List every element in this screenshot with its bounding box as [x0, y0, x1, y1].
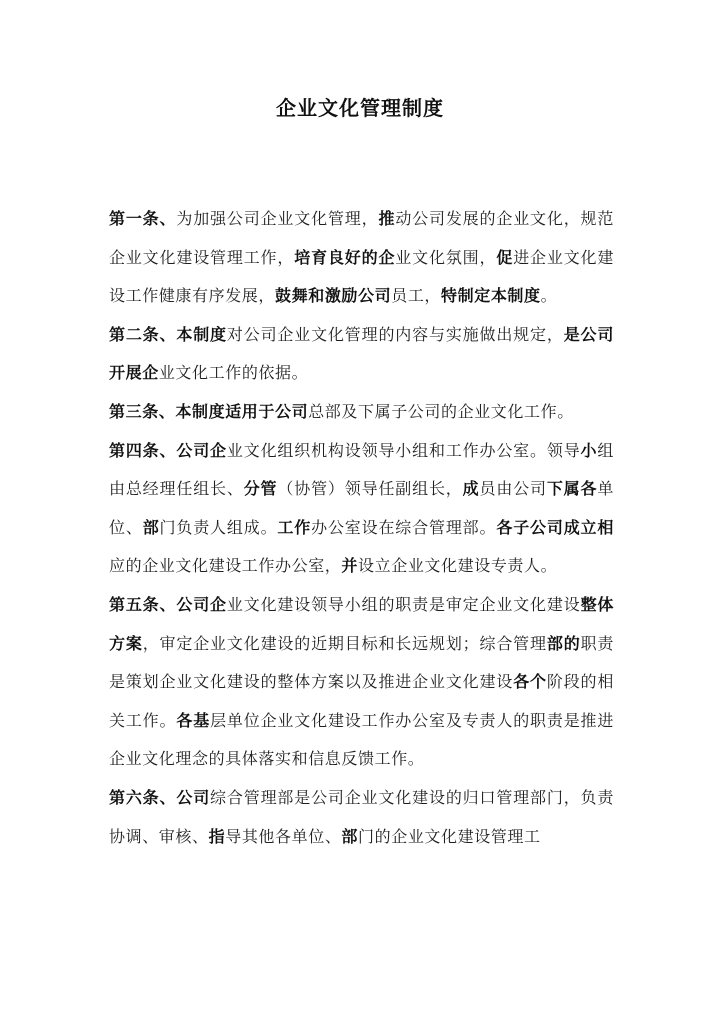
text-segment: 。: [540, 286, 558, 306]
bold-text-segment: 指: [208, 826, 226, 846]
text-segment: 阶段的相关工作。: [109, 672, 614, 730]
article-paragraph: [109, 586, 614, 779]
text-segment: 总部及下属子公司的企业文化工作。: [308, 401, 574, 421]
text-segment: 层单位企业文化建设工作办公室及专责人的职责是推进企业文化理念的具体落实和信息反馈工作。: [109, 710, 615, 769]
bold-text-segment: 并: [341, 556, 359, 576]
text-segment: 组由总经理任组长、: [109, 440, 614, 499]
bold-text-segment: 第三条、本制度适用于公司: [109, 401, 309, 421]
text-segment: ，审定企业文化建设的近期目标和长远规划；综合管理: [142, 633, 547, 653]
text-segment: 门负责人组成。: [159, 517, 278, 537]
text-segment: 应的企业文化建设工作办公室，: [109, 556, 342, 576]
text-segment: 员由公司: [479, 479, 547, 499]
bold-text-segment: 各基: [176, 710, 211, 730]
bold-text-segment: 部: [341, 826, 359, 846]
text-segment: 对公司企业文化管理的内容与实施做出规定，: [226, 324, 564, 344]
bold-text-segment: 第五条、公司企: [109, 594, 227, 614]
text-segment: 员工，: [391, 286, 442, 306]
bold-text-segment: 是公司开展企: [109, 324, 614, 383]
text-segment: 导其他各单位、: [225, 826, 342, 846]
article-paragraph: [109, 316, 614, 393]
text-segment: 业文化组织机构设领导小组和工作办公室。领导: [226, 440, 581, 460]
bold-text-segment: 第一条、: [109, 209, 177, 228]
article-paragraph: [109, 200, 614, 316]
bold-text-segment: 第四条、公司企: [109, 440, 227, 460]
text-segment: 为加强公司企业文化管理，: [176, 209, 379, 228]
text-segment: 业文化建设领导小组的职责是审定企业文化建设: [226, 594, 581, 614]
document-title: 企业文化管理制度: [276, 96, 444, 120]
bold-text-segment: 下属各: [546, 479, 598, 499]
text-segment: 业文化氛围，: [395, 247, 497, 267]
bold-text-segment: 培育良好的企: [294, 247, 396, 267]
article-paragraph: [109, 432, 614, 586]
bold-text-segment: 工作: [277, 517, 312, 537]
text-segment: 单位、: [109, 479, 614, 537]
bold-text-segment: 各子公司成立相: [496, 517, 615, 537]
bold-text-segment: 部: [142, 517, 160, 537]
text-segment: 职责是策划企业文化建设的整体方案以及推进企业文化建设: [109, 633, 615, 692]
bold-text-segment: 第二条、本制度: [109, 324, 227, 344]
document-body: [109, 200, 614, 856]
text-segment: 门的企业文化建设管理工: [358, 826, 541, 846]
text-segment: 进企业文化建设工作健康有序发展，: [109, 247, 614, 306]
text-segment: 综合管理部是公司企业文化建设的归口管理部门，负责协调、审核、: [109, 787, 614, 846]
bold-text-segment: 各个: [513, 672, 547, 692]
text-segment: 业文化工作的依据。: [158, 363, 309, 383]
bold-text-segment: 成: [462, 479, 480, 499]
bold-text-segment: 第六条、公司: [109, 787, 211, 807]
text-segment: 办公室设在综合管理部。: [311, 517, 497, 537]
bold-text-segment: 鼓舞和激励公司: [275, 286, 392, 306]
bold-text-segment: 部的: [546, 633, 581, 653]
bold-text-segment: 促: [496, 247, 514, 267]
article-paragraph: [109, 393, 614, 432]
text-segment: 设立企业文化建设专责人。: [358, 556, 558, 576]
bold-text-segment: 推: [378, 209, 396, 228]
text-segment: （协管）领导任副组长，: [277, 479, 463, 499]
bold-text-segment: 分管: [243, 479, 278, 499]
bold-text-segment: 特制定本制度: [441, 286, 541, 306]
bold-text-segment: 小: [580, 440, 598, 460]
text-segment: 动公司发展的企业文化，规范企业文化建设管理工作，: [109, 209, 614, 267]
bold-text-segment: 整体方案: [109, 594, 615, 653]
article-paragraph: [109, 779, 614, 856]
